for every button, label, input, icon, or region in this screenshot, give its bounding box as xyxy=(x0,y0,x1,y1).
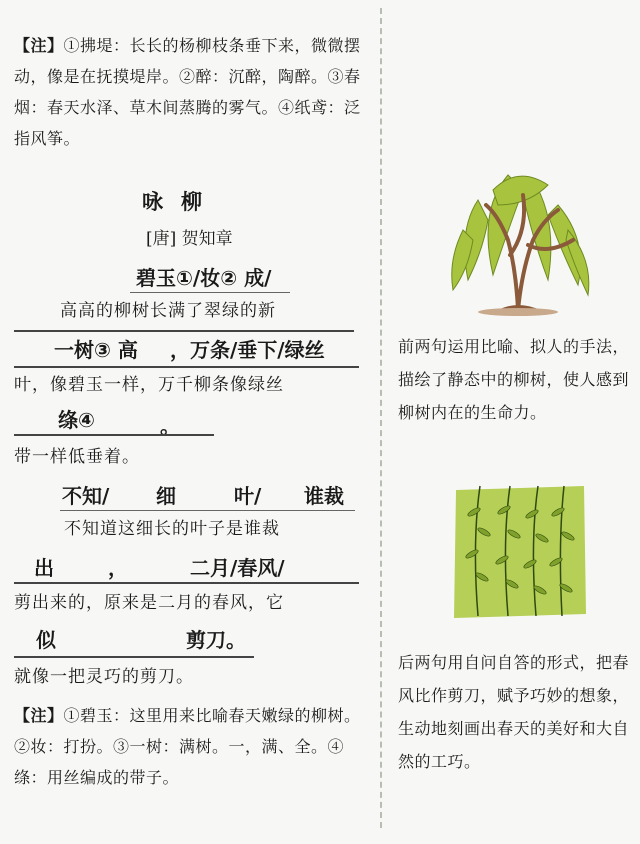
rule xyxy=(14,656,254,658)
poem-line-3-end: 。 xyxy=(160,414,180,438)
translation-line-2: 叶，像碧玉一样，万千柳条像绿丝 xyxy=(14,375,284,395)
note-text: ①碧玉：这里用来比喻春天嫩绿的柳树。②妆：打扮。③一树：满树。一，满、全。④绦：用丝编成的带子。 xyxy=(14,706,361,787)
translation-line-6: 就像一把灵巧的剪刀。 xyxy=(14,667,194,687)
poem-author: [唐] 贺知章 xyxy=(146,229,233,249)
rule xyxy=(14,434,214,436)
poem-line-1: 碧玉①/妆② 成/ xyxy=(136,266,272,290)
poem-line-4b: 细 xyxy=(156,484,176,508)
poem-line-6a: 似 xyxy=(36,628,56,652)
poem-line-5a: 出 xyxy=(34,556,54,580)
column-divider xyxy=(380,8,382,828)
poem-line-2a: 一树③ 高 xyxy=(54,338,138,362)
rule xyxy=(14,330,354,332)
poem-title: 咏柳 xyxy=(142,189,220,214)
caption-2: 后两句用自问自答的形式，把春风比作剪刀，赋予巧妙的想象，生动地刻画出春天的美好和大自然的工巧。 xyxy=(398,653,630,771)
poem-line-4a: 不知/ xyxy=(62,484,110,508)
translation-line-5: 剪出来的，原来是二月的春风，它 xyxy=(14,593,284,613)
poem-line-5b: ， xyxy=(108,556,128,580)
caption-1: 前两句运用比喻、拟人的手法，描绘了静态中的柳树，使人感到柳树内在的生命力。 xyxy=(398,337,630,422)
willow-tree-illustration xyxy=(438,160,598,320)
translation-line-4: 不知道这细长的叶子是谁裁 xyxy=(64,519,280,539)
note-bottom xyxy=(14,700,364,793)
rule xyxy=(130,292,290,293)
rule xyxy=(14,582,359,584)
note-text: ①拂堤：长长的杨柳枝条垂下来，微微摆动，像是在抚摸堤岸。②醉：沉醉，陶醉。③春烟：春天水泽、草木间蒸腾的雾气。④纸鸢：泛指风筝。 xyxy=(14,36,361,148)
note-tag: 【注】 xyxy=(14,706,64,725)
poem-line-4c: 叶/ xyxy=(234,484,262,508)
rule xyxy=(14,366,359,368)
poem-line-5c: 二月/春风/ xyxy=(190,556,285,580)
rule xyxy=(60,510,355,511)
poem-line-4d: 谁裁 xyxy=(304,484,344,508)
poem-line-6b: 剪刀。 xyxy=(186,628,246,652)
note-top xyxy=(14,30,364,154)
poem-line-2b: ，万条/垂下/绿丝 xyxy=(170,338,325,362)
translation-line-1: 高高的柳树长满了翠绿的新 xyxy=(60,301,276,321)
willow-branches-illustration xyxy=(450,482,590,622)
note-tag: 【注】 xyxy=(14,36,64,55)
poem-line-3: 绦④ xyxy=(58,408,95,432)
translation-line-3: 带一样低垂着。 xyxy=(14,447,140,467)
